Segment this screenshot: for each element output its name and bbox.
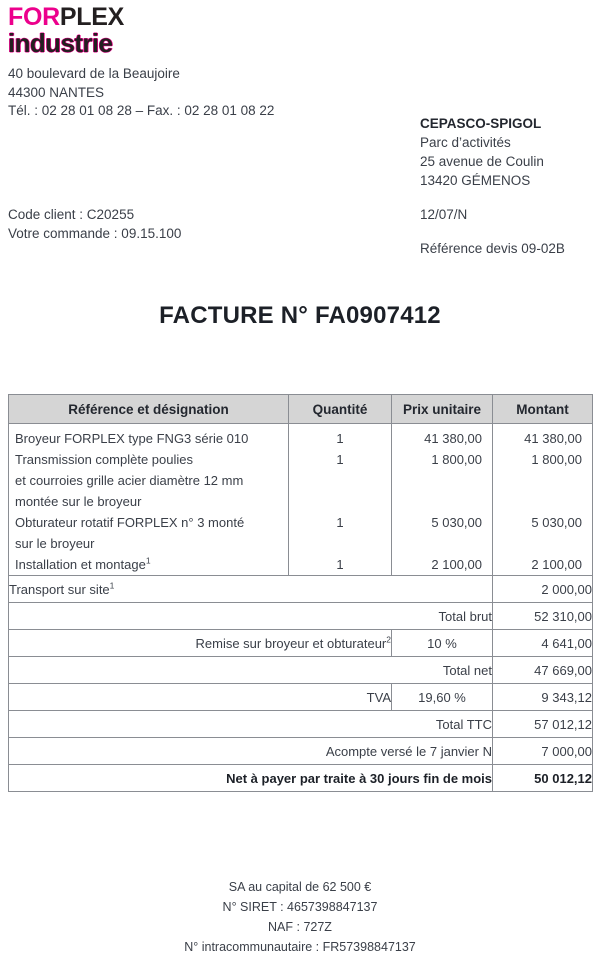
- footnote-marker: 2: [386, 634, 391, 645]
- summary-row-amount: 57 012,12: [493, 711, 593, 738]
- line-item-quantity: 1: [336, 452, 344, 467]
- line-item-description: et courroies grille acier diamètre 12 mm: [15, 473, 244, 488]
- summary-row: [9, 711, 593, 738]
- page-title: FACTURE N° FA0907412: [159, 302, 441, 329]
- client-code: Code client : C20255: [8, 207, 135, 222]
- footer-siret: N° SIRET : 4657398847137: [222, 900, 378, 914]
- line-item-description: Installation et montage$^1$: [15, 555, 151, 572]
- line-item-quantity: 1: [336, 431, 344, 446]
- footnote-marker: 1: [145, 555, 151, 566]
- line-item-description: montée sur le broyeur: [15, 494, 142, 509]
- recipient-line-2: 25 avenue de Coulin: [420, 154, 544, 169]
- company-logo-line-1: [8, 4, 428, 30]
- summary-row-amount: 47 669,00: [493, 657, 593, 684]
- invoice-table: [8, 394, 593, 792]
- client-reference-block: [8, 205, 181, 243]
- recipient-address-block: [420, 114, 544, 190]
- invoice-summary-rows: [9, 576, 593, 792]
- summary-row-amount: 4 641,00: [493, 630, 593, 657]
- recipient-line-1: Parc d’activités: [420, 135, 511, 150]
- line-items-unit-prices: [392, 424, 493, 576]
- summary-row-label: Total TTC: [9, 711, 493, 738]
- summary-row-label: Net à payer par traite à 30 jours fin de mois: [9, 765, 493, 792]
- line-item-description: Transmission complète poulies: [15, 452, 193, 467]
- line-item-unit-price: 2 100,00: [431, 557, 482, 572]
- logo-text-plex: PLEX: [59, 3, 124, 31]
- invoice-date: 12/07/N: [420, 207, 468, 222]
- line-items-block: [9, 424, 593, 576]
- summary-row-label: Transport sur site$^1$: [9, 576, 493, 603]
- sender-address: [8, 65, 428, 121]
- summary-row: [9, 630, 593, 657]
- line-items-descriptions: [9, 424, 289, 576]
- quote-reference: Référence devis 09-02B: [420, 241, 565, 256]
- line-item-amount: 1 800,00: [531, 452, 582, 467]
- footnote-marker: 1: [109, 580, 115, 591]
- summary-row-label: Remise sur broyeur et obturateur$^2$: [9, 630, 392, 657]
- summary-row-amount: 9 343,12: [493, 684, 593, 711]
- footer-vat-number: N° intracommunautaire : FR57398847137: [184, 940, 416, 954]
- recipient-line-3: 13420 GÉMENOS: [420, 173, 531, 188]
- invoice-table-body: [9, 424, 593, 576]
- summary-row-label: Total net: [9, 657, 493, 684]
- customer-order-number: Votre commande : 09.15.100: [8, 226, 182, 241]
- line-item-unit-price: 1 800,00: [431, 452, 482, 467]
- summary-row-amount: 2 000,00: [493, 576, 593, 603]
- footer-capital: SA au capital de 62 500 €: [228, 880, 372, 894]
- line-items-quantities: [289, 424, 392, 576]
- summary-row: [9, 603, 593, 630]
- line-item-amount: 41 380,00: [524, 431, 582, 446]
- logo-text-for: FOR: [8, 3, 60, 31]
- line-item-amount: 2 100,00: [531, 557, 582, 572]
- legal-footer: [0, 877, 600, 957]
- summary-row-label: Total brut: [9, 603, 493, 630]
- summary-row-rate: 19,60 %: [392, 684, 493, 711]
- summary-row: [9, 657, 593, 684]
- company-logo-line-2: industrie: [8, 28, 113, 58]
- summary-row-amount: 7 000,00: [493, 738, 593, 765]
- footer-naf: NAF : 727Z: [268, 920, 332, 934]
- line-items-amounts: [493, 424, 593, 576]
- sender-address-city: 44300 NANTES: [8, 84, 105, 100]
- letterhead: [8, 4, 428, 121]
- line-item-unit-price: 41 380,00: [424, 431, 482, 446]
- table-header-row: [9, 395, 593, 424]
- summary-row: [9, 765, 593, 792]
- column-header-amount: Montant: [493, 395, 593, 424]
- summary-row: [9, 576, 593, 603]
- summary-row-rate: 10 %: [392, 630, 493, 657]
- line-item-description: Obturateur rotatif FORPLEX n° 3 monté: [15, 515, 245, 530]
- line-item-amount: 5 030,00: [531, 515, 582, 530]
- sender-address-phone-fax: Tél. : 02 28 01 08 28 – Fax. : 02 28 01 08 22: [8, 103, 275, 118]
- summary-row-amount: 52 310,00: [493, 603, 593, 630]
- line-item-description: Broyeur FORPLEX type FNG3 série 010: [15, 431, 249, 446]
- summary-row-amount: 50 012,12: [493, 765, 593, 792]
- line-item-description: sur le broyeur: [15, 536, 95, 551]
- summary-row-label: Acompte versé le 7 janvier N: [9, 738, 493, 765]
- column-header-quantity: Quantité: [289, 395, 392, 424]
- summary-row: [9, 738, 593, 765]
- line-item-unit-price: 5 030,00: [431, 515, 482, 530]
- column-header-designation: Référence et désignation: [9, 395, 289, 424]
- sender-address-street: 40 boulevard de la Beaujoire: [8, 66, 180, 81]
- recipient-name: CEPASCO-SPIGOL: [420, 116, 542, 131]
- line-item-quantity: 1: [336, 515, 344, 530]
- summary-row: [9, 684, 593, 711]
- summary-row-label: TVA: [9, 684, 392, 711]
- line-item-quantity: 1: [336, 557, 344, 572]
- column-header-unit-price: Prix unitaire: [392, 395, 493, 424]
